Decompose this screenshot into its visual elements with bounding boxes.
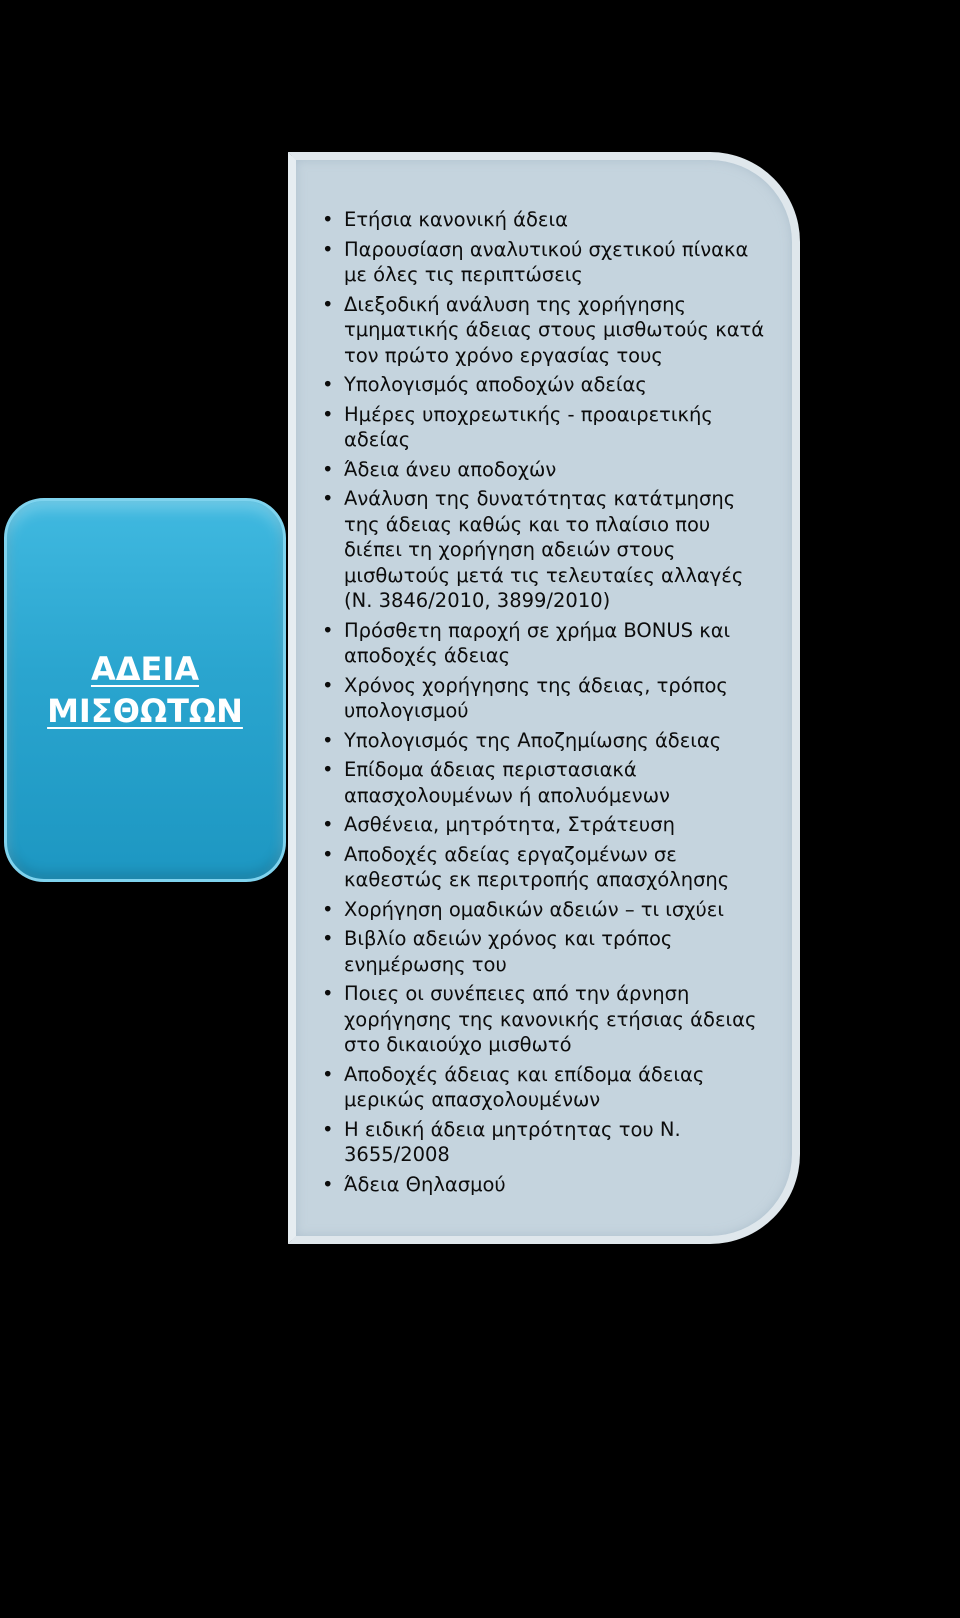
bullet-icon: • (322, 673, 334, 697)
list-item (320, 237, 772, 288)
bullet-icon: • (322, 897, 334, 921)
bullet-icon: • (322, 842, 334, 866)
bullet-icon: • (322, 487, 334, 510)
list-item-text: Βιβλίο αδειών χρόνος και τρόπος ενημέρωσης του (344, 927, 673, 976)
bullet-icon: • (322, 1062, 334, 1086)
list-item-text: Άδεια άνευ αποδοχών (344, 457, 557, 481)
title-line-2: ΜΙΣΘΩΤΩΝ (47, 692, 243, 730)
bullet-icon: • (322, 237, 334, 261)
bullet-icon: • (322, 758, 334, 781)
list-item-text: Η ειδική άδεια μητρότητας του Ν. 3655/2008 (344, 1117, 681, 1166)
list-item (320, 981, 772, 1058)
bullet-icon: • (322, 813, 334, 836)
bullet-icon: • (322, 1172, 334, 1196)
list-item-text: Ασθένεια, μητρότητα, Στράτευση (344, 813, 675, 836)
list-item-text: Υπολογισμός της Αποζημίωσης άδειας (344, 728, 722, 752)
list-item (320, 372, 772, 398)
bullet-icon: • (322, 402, 334, 426)
list-item-text: Άδεια Θηλασμού (344, 1172, 506, 1196)
title-line-1: ΑΔΕΙΑ (90, 650, 200, 688)
topics-panel (288, 152, 800, 1244)
bullet-icon: • (322, 618, 334, 642)
list-item-text: Επίδομα άδειας περιστασιακά απασχολουμένων ή απολυόμενων (344, 758, 670, 807)
list-item-text: Ανάλυση της δυνατότητας κατάτμησης της άδειας καθώς και το πλαίσιο που διέπει τη χορήγηση αδειών στους μισθωτούς μετά τις τελευταίες αλλαγές (Ν. 3846/2010, 3899/2010) (344, 487, 744, 612)
title-box (4, 498, 286, 882)
list-item-text: Πρόσθετη παροχή σε χρήμα BONUS και αποδοχές άδειας (344, 618, 731, 667)
bullet-icon: • (322, 728, 334, 752)
bullet-icon: • (322, 457, 334, 481)
title-link[interactable] (37, 648, 253, 732)
list-item (320, 457, 772, 483)
list-item (320, 842, 772, 893)
list-item (320, 1172, 772, 1198)
list-item-text: Ποιες οι συνέπειες από την άρνηση χορήγησης της κανονικής ετήσιας άδειας στο δικαιούχο μισθωτό (344, 982, 757, 1056)
list-item (320, 292, 772, 369)
list-item (320, 728, 772, 754)
bullet-icon: • (322, 1117, 334, 1141)
list-item (320, 486, 772, 614)
list-item-text: Αποδοχές αδείας εργαζομένων σε καθεστώς εκ περιτροπής απασχόλησης (344, 842, 730, 891)
bullet-icon: • (322, 208, 334, 231)
list-item-text: Διεξοδική ανάλυση της χορήγησης τμηματικής άδειας στους μισθωτούς κατά τον πρώτο χρόνο εργασίας τους (344, 292, 765, 367)
bullet-icon: • (322, 373, 334, 396)
list-item (320, 812, 772, 838)
list-item-text: Χρόνος χορήγησης της άδειας, τρόπος υπολογισμού (344, 673, 728, 722)
bullet-icon: • (322, 982, 334, 1005)
list-item (320, 673, 772, 724)
list-item (320, 1062, 772, 1113)
bullet-icon: • (322, 292, 334, 316)
list-item-text: Αποδοχές άδειας και επίδομα άδειας μερικώς απασχολουμένων (344, 1062, 705, 1111)
list-item (320, 618, 772, 669)
list-item (320, 897, 772, 923)
list-item (320, 757, 772, 808)
list-item-text: Υπολογισμός αποδοχών αδείας (344, 373, 647, 396)
topics-list (296, 160, 792, 1197)
bullet-icon: • (322, 927, 334, 950)
list-item (320, 402, 772, 453)
list-item-text: Παρουσίαση αναλυτικού σχετικού πίνακα με όλες τις περιπτώσεις (344, 237, 749, 286)
list-item-text: Χορήγηση ομαδικών αδειών – τι ισχύει (344, 897, 724, 921)
list-item (320, 207, 772, 233)
list-item-text: Ετήσια κανονική άδεια (344, 208, 568, 231)
list-item (320, 926, 772, 977)
list-item (320, 1117, 772, 1168)
list-item-text: Ημέρες υποχρεωτικής - προαιρετικής αδείας (344, 402, 713, 451)
